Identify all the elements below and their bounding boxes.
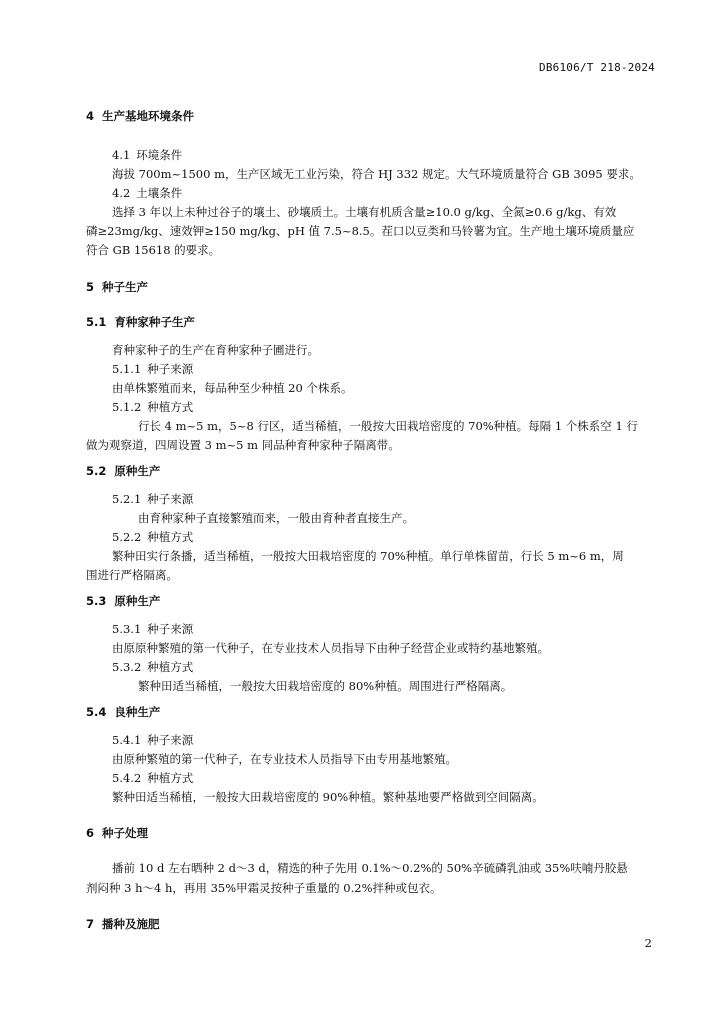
subsection-number: 5.3.1 <box>112 622 142 636</box>
section-title: 播种及施肥 <box>102 917 160 931</box>
section-5-1-heading <box>86 314 195 330</box>
subsection-number: 5.3 <box>86 594 107 608</box>
section-5-4-1-heading <box>112 732 193 748</box>
section-4-heading <box>86 108 194 124</box>
section-5-2-2-text-line-2: 围进行严格隔离。 <box>86 568 178 582</box>
subsection-number: 5.2.1 <box>112 492 142 506</box>
section-number: 4 <box>86 109 95 123</box>
section-5-2-2-heading <box>112 529 193 545</box>
section-number: 6 <box>86 826 95 840</box>
section-title: 种子处理 <box>102 826 149 840</box>
subsection-title: 育种家种子生产 <box>114 315 195 329</box>
section-5-3-2-heading <box>112 659 193 675</box>
subsection-title: 种子来源 <box>147 622 194 636</box>
subsection-title: 原种生产 <box>114 464 161 478</box>
section-7-heading <box>86 916 160 932</box>
section-5-2-1-text: 由育种家种子直接繁殖而来，一般由育种者直接生产。 <box>138 511 414 525</box>
section-5-heading <box>86 279 148 295</box>
section-5-2-2-text-line-1: 繁种田实行条播，适当稀植，一般按大田栽培密度的 70%种植。单行单株留苗，行长 5 m~6 m，周 <box>112 549 624 563</box>
section-4-2-heading <box>112 185 182 201</box>
section-6-text-line-1: 播前 10 d 左右晒种 2 d～3 d，精选的种子先用 0.1%～0.2%的 50%辛硫磷乳油或 35%呋喃丹胶悬 <box>112 861 628 875</box>
section-5-4-2-heading <box>112 770 193 786</box>
section-5-3-1-text: 由原原种繁殖的第一代种子，在专业技术人员指导下由种子经营企业或特约基地繁殖。 <box>112 641 549 655</box>
section-5-1-1-text: 由单株繁殖而来，每品种至少种植 20 个株系。 <box>112 381 353 395</box>
section-5-3-1-heading <box>112 621 193 637</box>
subsection-title: 种子来源 <box>147 492 194 506</box>
section-number: 5 <box>86 280 95 294</box>
section-4-2-text-line-1: 选择 3 年以上未种过谷子的壤土、砂壤质土。土壤有机质含量≥10.0 g/kg、全氮≥0.6 g/kg、有效 <box>112 205 617 219</box>
subsection-title: 良种生产 <box>114 705 161 719</box>
section-5-2-heading <box>86 463 160 479</box>
subsection-number: 5.1 <box>86 315 107 329</box>
page-number: 2 <box>644 936 652 950</box>
subsection-title: 种植方式 <box>147 400 194 414</box>
document-number: DB6106/T 218-2024 <box>539 61 655 74</box>
section-4-1-heading <box>112 147 182 163</box>
section-5-1-2-text-line-2: 做为观察道，四周设置 3 m~5 m 同品种育种家种子隔离带。 <box>86 438 400 452</box>
section-5-1-1-heading <box>112 361 193 377</box>
section-4-1-text: 海拔 700m~1500 m，生产区域无工业污染，符合 HJ 332 规定。大气环境质量符合 GB 3095 要求。 <box>112 167 641 181</box>
section-5-1-intro: 育种家种子的生产在育种家种子圃进行。 <box>112 343 319 357</box>
subsection-number: 5.1.1 <box>112 362 142 376</box>
subsection-title: 原种生产 <box>114 594 161 608</box>
section-5-4-2-text: 繁种田适当稀植，一般按大田栽培密度的 90%种植。繁种基地要严格做到空间隔离。 <box>112 790 544 804</box>
section-5-2-1-heading <box>112 491 193 507</box>
subsection-number: 5.2 <box>86 464 107 478</box>
section-5-3-2-text: 繁种田适当稀植，一般按大田栽培密度的 80%种植。周围进行严格隔离。 <box>138 679 513 693</box>
section-5-4-1-text: 由原种繁殖的第一代种子，在专业技术人员指导下由专用基地繁殖。 <box>112 752 457 766</box>
subsection-title: 环境条件 <box>136 148 183 162</box>
subsection-title: 种植方式 <box>147 660 194 674</box>
subsection-title: 种子来源 <box>147 362 194 376</box>
section-title: 种子生产 <box>102 280 149 294</box>
subsection-number: 5.4.1 <box>112 733 142 747</box>
subsection-title: 种子来源 <box>147 733 194 747</box>
section-number: 7 <box>86 917 95 931</box>
subsection-number: 5.2.2 <box>112 530 142 544</box>
section-4-2-text-line-2: 磷≥23mg/kg、速效钾≥150 mg/kg、pH 值 7.5~8.5。茬口以豆类和马铃薯为宜。生产地土壤环境质量应 <box>86 224 635 238</box>
subsection-number: 5.4.2 <box>112 771 142 785</box>
subsection-number: 5.4 <box>86 705 107 719</box>
section-5-1-2-heading <box>112 399 193 415</box>
section-5-3-heading <box>86 593 160 609</box>
section-6-text-line-2: 剂闷种 3 h～4 h，再用 35%甲霜灵按种子重量的 0.2%拌种或包衣。 <box>86 881 442 895</box>
subsection-number: 4.1 <box>112 148 131 162</box>
subsection-title: 种植方式 <box>147 530 194 544</box>
subsection-number: 4.2 <box>112 186 131 200</box>
subsection-number: 5.3.2 <box>112 660 142 674</box>
section-5-1-2-text-line-1: 行长 4 m~5 m，5~8 行区，适当稀植，一般按大田栽培密度的 70%种植。每隔 1 个株系空 1 行 <box>138 419 638 433</box>
subsection-title: 种植方式 <box>147 771 194 785</box>
section-title: 生产基地环境条件 <box>102 109 195 123</box>
subsection-number: 5.1.2 <box>112 400 142 414</box>
section-5-4-heading <box>86 704 160 720</box>
section-6-heading <box>86 825 148 841</box>
section-4-2-text-line-3: 符合 GB 15618 的要求。 <box>86 243 221 257</box>
subsection-title: 土壤条件 <box>136 186 183 200</box>
